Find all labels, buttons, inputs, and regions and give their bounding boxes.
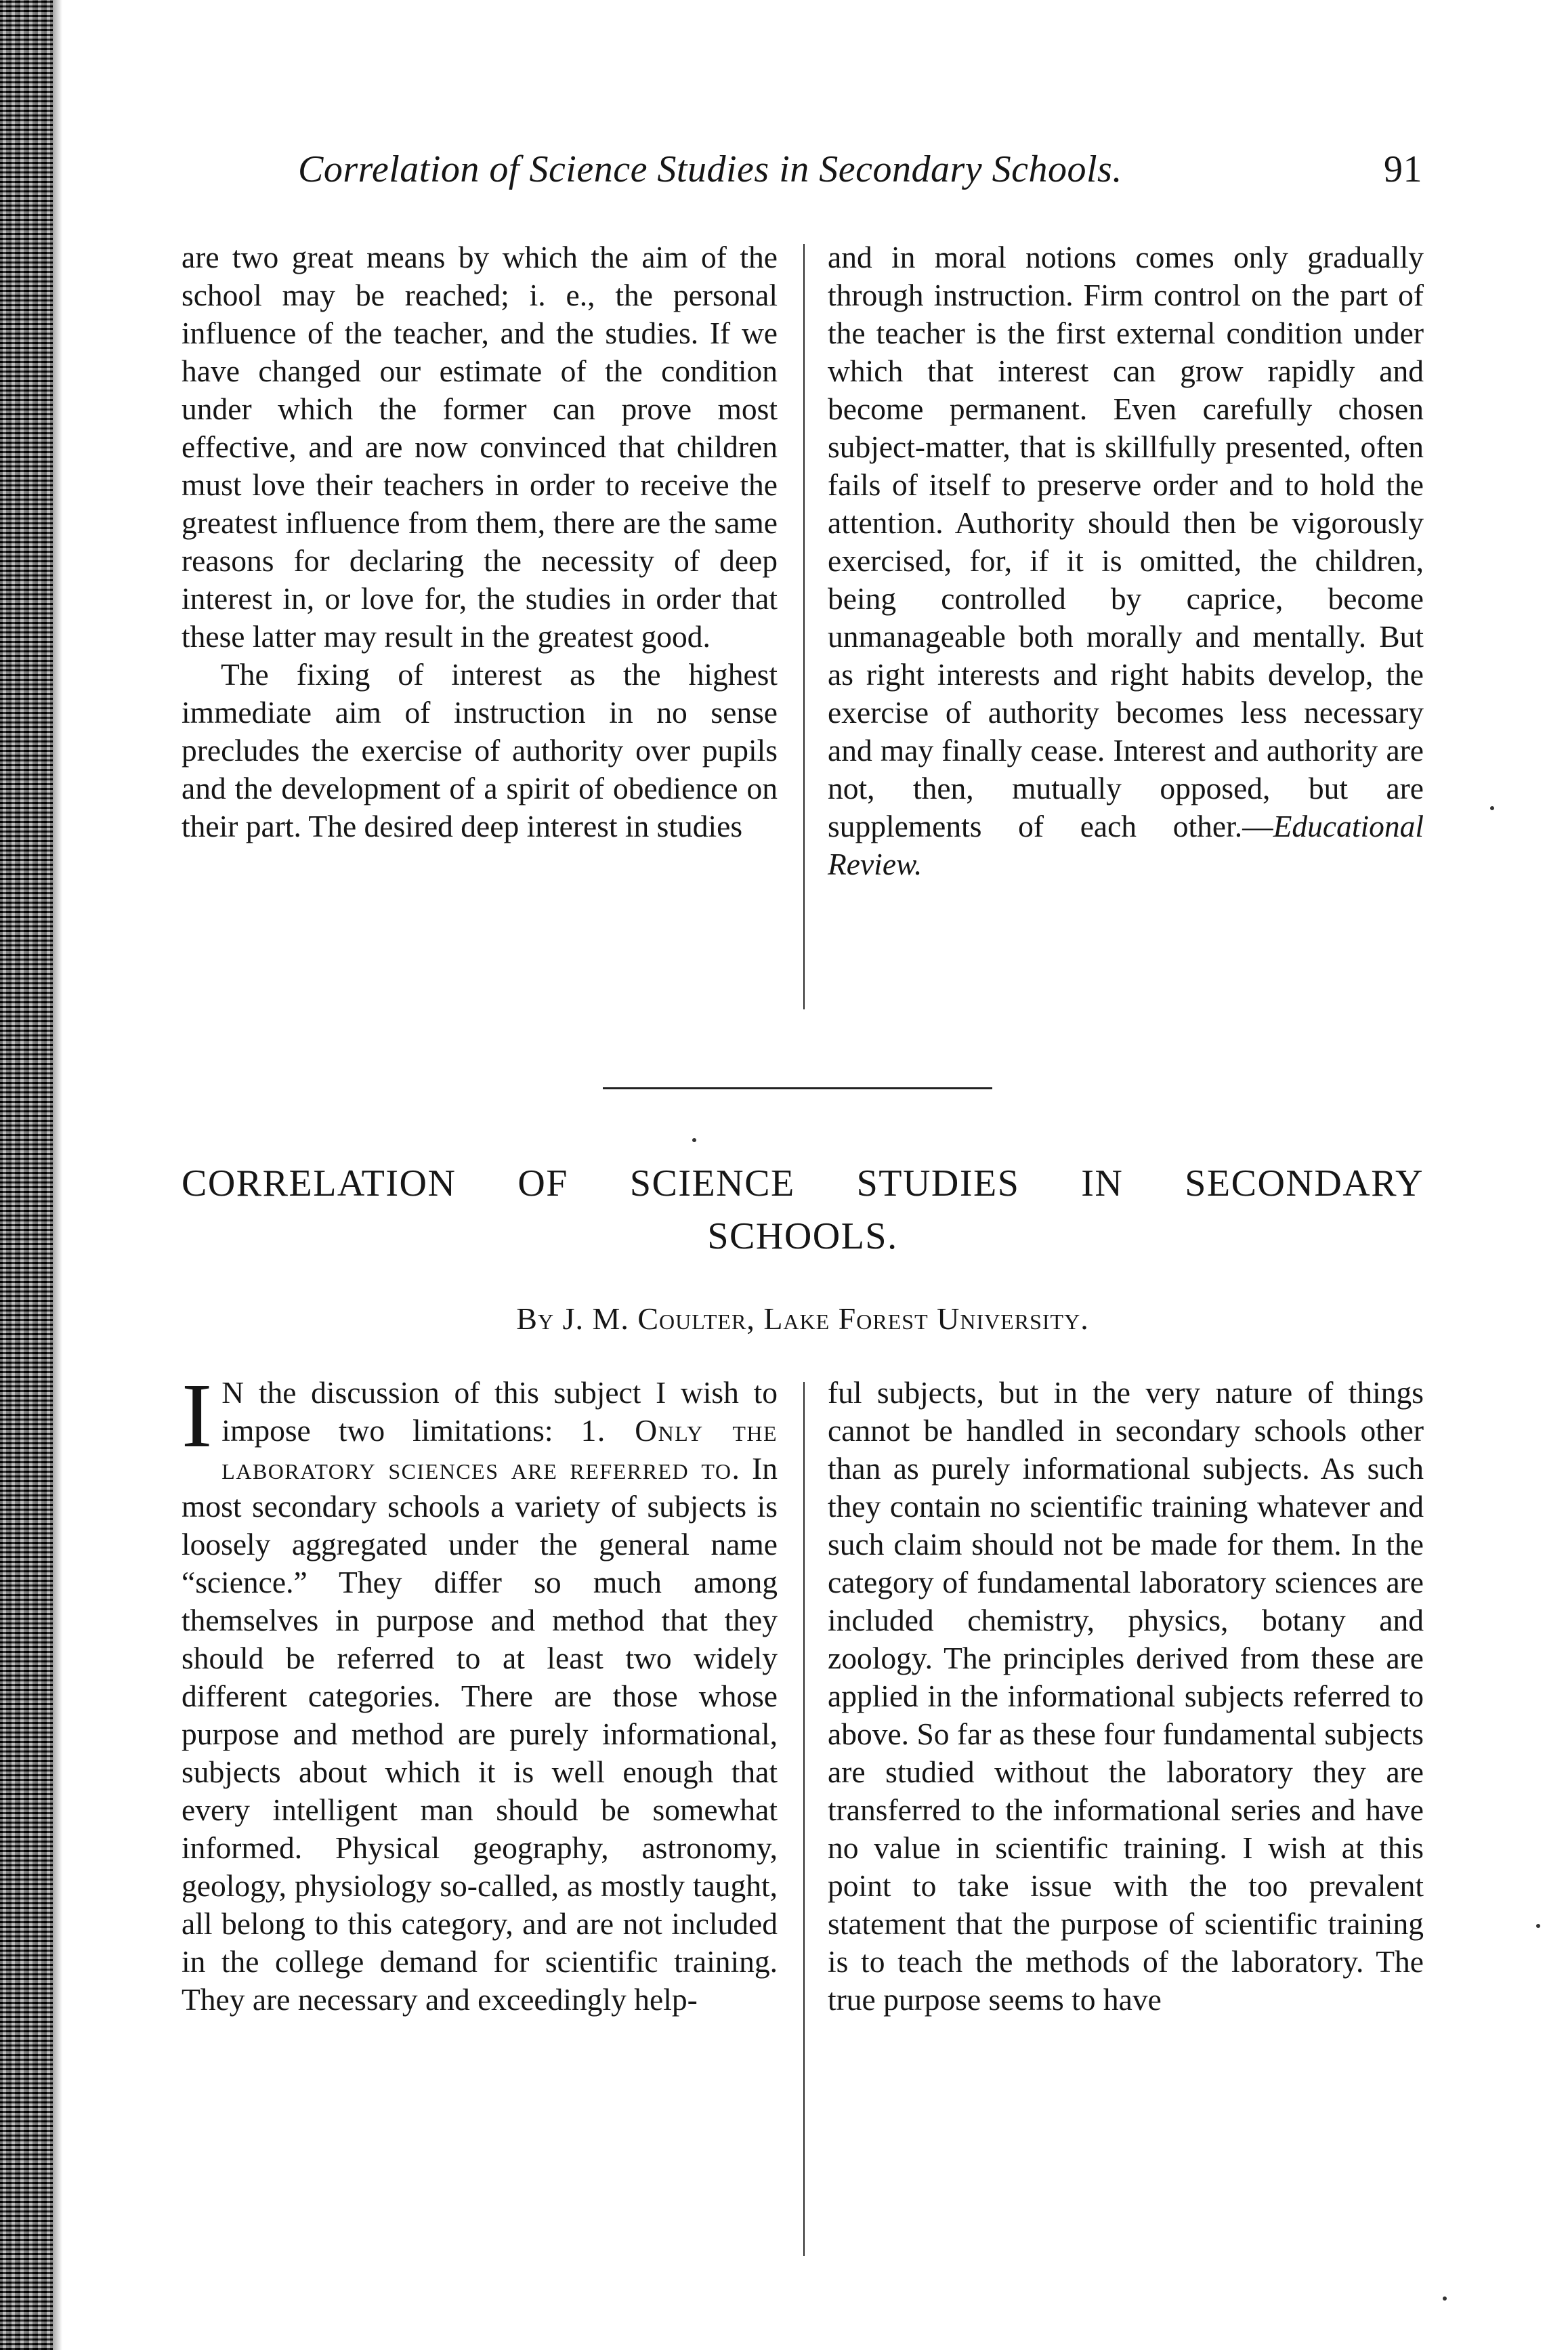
print-speck bbox=[1443, 2296, 1447, 2301]
body-text: In most secondary schools a variety of subjects is loosely aggregated under the general name “science.” They differ so much among themselves in purpose and method that they should be referred to at least two widely different categories. There are those whose purpose and method are purely informational, subjects about which it is well enough that every intelligent man should be somewhat informed. Physical geography, astronomy, geology, physiology so-called, as mostly taught, all belong to this category, and are not included in the college demand for scientific training. They are necessary and exceedingly help- bbox=[182, 1451, 778, 2017]
column-divider bbox=[803, 244, 805, 1009]
running-title: Correlation of Science Studies in Secondary Schools. bbox=[298, 148, 1122, 190]
byline: By J. M. Coulter, Lake Forest University. bbox=[516, 1301, 1089, 1336]
title-word: SECONDARY bbox=[1185, 1162, 1424, 1204]
paragraph: ful subjects, but in the very nature of things cannot be handled in secondary schools other than as purely informational subjects. As such they contain no scientific training whatever and such claim should not be made for them. In the category of fundamental laboratory sciences are included chemistry, physics, botany and zoology. The principles derived from these are applied in the informational subjects referred to above. So far as these four fundamental subjects are studied without the laboratory they are transferred to the informational series and have no value in scientific training. I wish at this point to take issue with the too prevalent statement that the purpose of scientific training is to teach the methods of the laboratory. The true purpose seems to have bbox=[828, 1375, 1424, 2017]
opening-text: N the discussion of this subject I wish to impose two limitations: bbox=[221, 1375, 778, 1448]
point-heading: 1. Only the laboratory sciences are referred to. bbox=[221, 1413, 778, 1486]
title-word: OF bbox=[517, 1162, 568, 1204]
column-divider bbox=[803, 1382, 805, 2256]
section-separator bbox=[603, 1087, 992, 1089]
print-speck bbox=[692, 1138, 696, 1142]
paragraph bbox=[828, 238, 1424, 883]
title-word: IN bbox=[1081, 1162, 1124, 1204]
paragraph: The fixing of interest as the highest immediate aim of instruction in no sense precludes the exercise of authority over pupils and the development of a spirit of obedience on their part. The desired deep interest in studies bbox=[182, 657, 778, 843]
print-speck bbox=[1536, 1924, 1540, 1928]
title-line-1 bbox=[182, 1157, 1424, 1210]
paragraph: are two great means by which the aim of the school may be reached; i. e., the personal influence of the teacher, and the studies. If we have changed our estimate of the condition under which the former can prove most effective, and are now convinced that children must love their teachers in order to receive the greatest influence from them, there are the same reasons for declaring the necessity of deep interest in, or love for, the studies in order that these latter may result in the greatest good. bbox=[182, 240, 778, 654]
title-word: CORRELATION bbox=[182, 1162, 457, 1204]
article-title bbox=[182, 1157, 1424, 1263]
article-left-column bbox=[182, 1365, 778, 2254]
title-line-2: SCHOOLS. bbox=[707, 1215, 898, 1257]
title-word: SCIENCE bbox=[629, 1162, 795, 1204]
article-right-column bbox=[828, 1374, 1424, 2254]
print-speck bbox=[1490, 806, 1494, 810]
drop-cap: I bbox=[182, 1365, 213, 1467]
title-word: STUDIES bbox=[856, 1162, 1020, 1204]
source-citation: Educational Review. bbox=[828, 809, 1424, 881]
page-number: 91 bbox=[1384, 148, 1422, 190]
running-head bbox=[298, 148, 1422, 202]
opening-paragraph bbox=[182, 1365, 778, 2019]
previous-article-right-column bbox=[828, 238, 1424, 1011]
previous-article-left-column bbox=[182, 238, 778, 1011]
paragraph-text: and in moral notions comes only gradually through instruction. Firm control on the part of the teacher is the first external condition under which that interest can grow rapidly and become permanent. Even carefully chosen subject-matter, that is skillfully presented, often fails of itself to preserve order and to hold the attention. Authority should then be vigorously exercised, for, if it is omitted, the children, being controlled by caprice, become unmanageable both morally and mentally. But as right interests and right habits develop, the exercise of authority becomes less necessary and may finally cease. Interest and authority are not, then, mutually opposed, but are supplements of each other.— bbox=[828, 240, 1424, 843]
book-binding-edge bbox=[0, 0, 53, 2350]
